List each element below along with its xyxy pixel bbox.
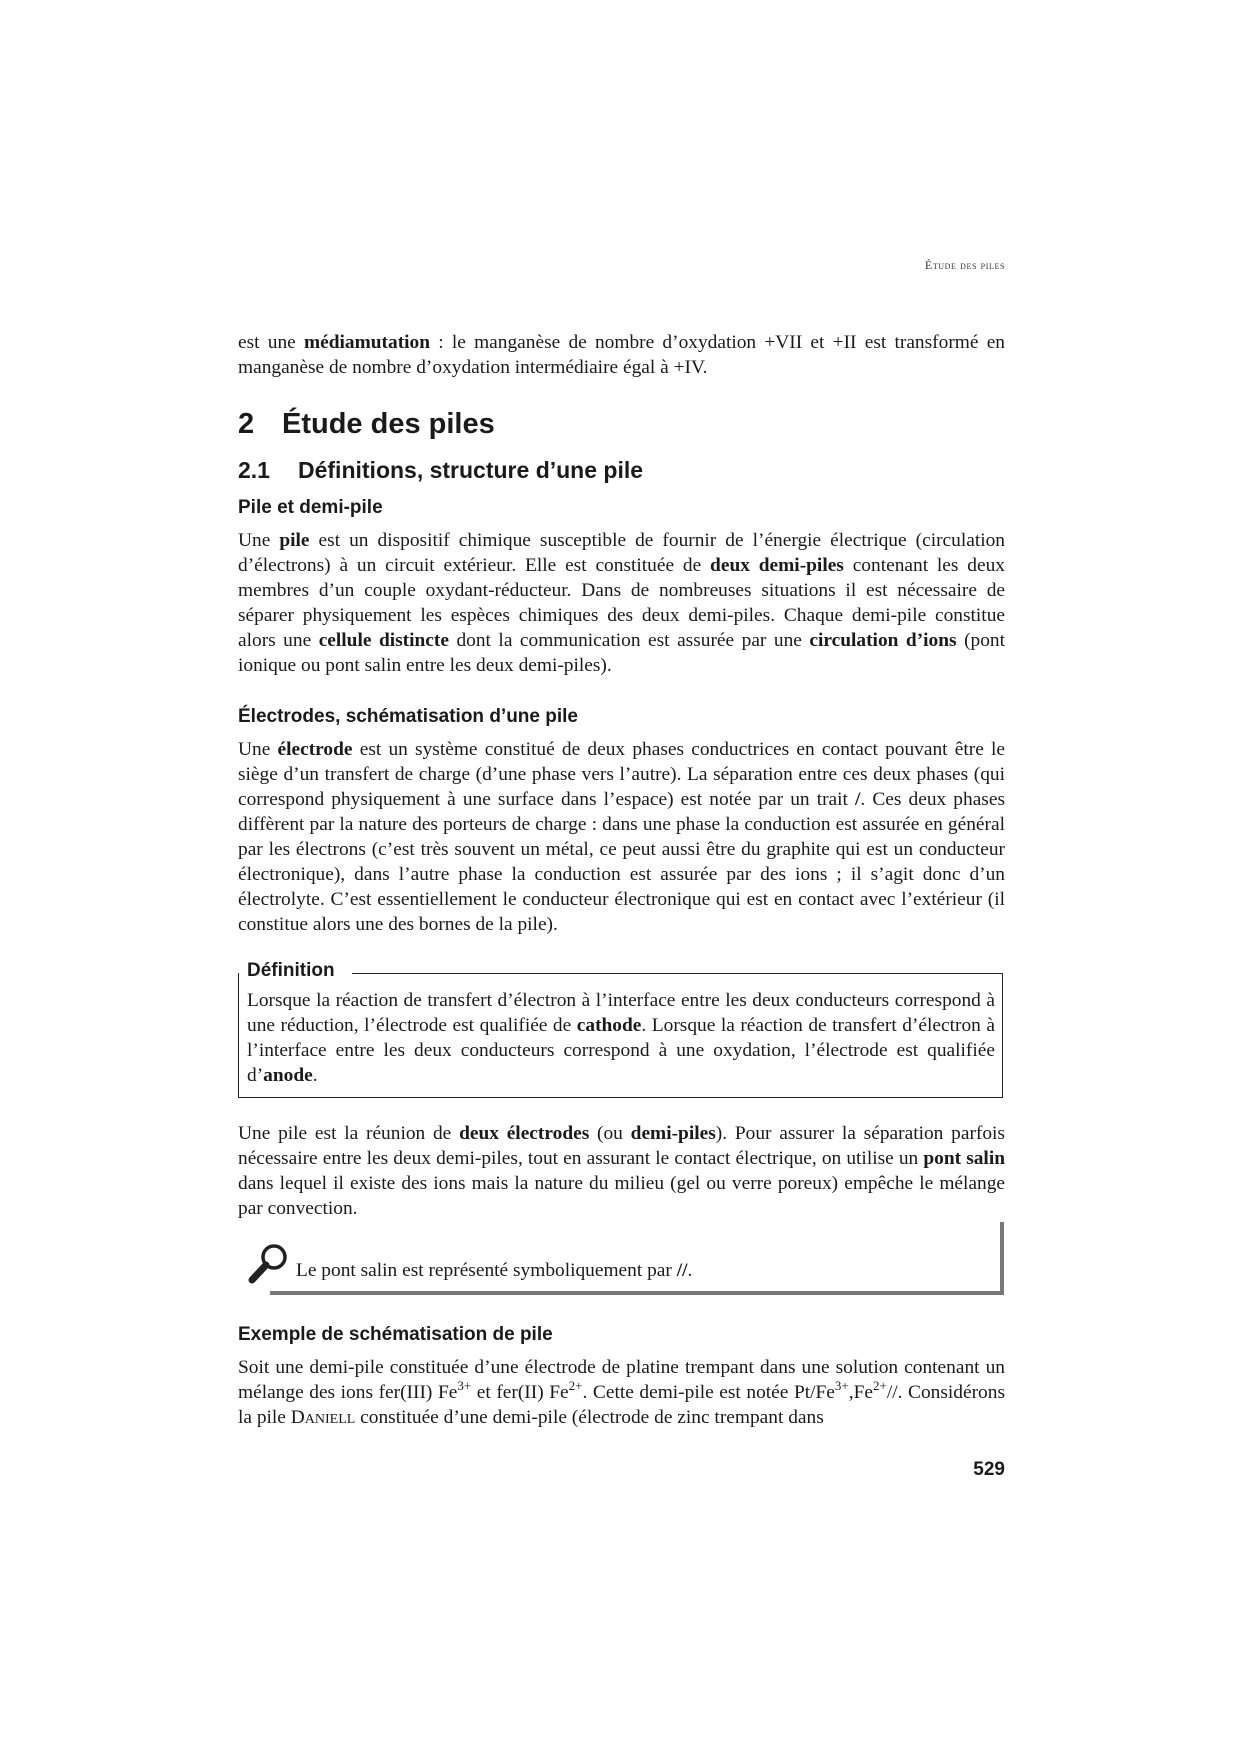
exemple-text-3: . Cette demi-pile est notée Pt/Fe	[582, 1382, 835, 1403]
exemple-text-1: Soit une demi-pile constituée d’une électrode de platine trempant dans une solution contenant un mélange des ions fer(III) Fe	[238, 1357, 1005, 1403]
pile-bold-3: cellule distincte	[318, 630, 449, 651]
intro-paragraph	[238, 330, 1005, 380]
intro-text-1: est une	[238, 332, 304, 353]
pile-text-1: Une	[238, 530, 280, 551]
section-title: Étude des piles	[282, 408, 495, 440]
note-text	[296, 1258, 692, 1283]
electrodes-text-2: est un système constitué de deux phases conductrices en contact pouvant être le siège d’un transfert de charge (d’une phase vers l’autre). La séparation entre ces deux phases (qui correspond physiquement à une surface dans l’espace) est notée par un trait	[238, 739, 1005, 810]
pile2-bold-2: demi-piles	[630, 1123, 716, 1144]
note-text-1: Le pont salin est représenté symboliquement par	[296, 1260, 677, 1281]
pile-bold-2: deux demi-piles	[710, 555, 844, 576]
definition-label: Définition	[247, 960, 335, 981]
definition-text-1: Lorsque la réaction de transfert d’électron à l’interface entre les deux conducteurs correspond à une réduction, l’électrode est qualifiée de	[247, 990, 995, 1036]
pile2-text-1: Une pile est la réunion de	[238, 1123, 460, 1144]
definition-box-top-rule	[352, 973, 1003, 974]
electrodes-text-3: . Ces deux phases diffèrent par la nature des porteurs de charge : dans une phase la conduction est assurée en général par les électrons (c’est très souvent un métal, ce peut aussi être du graphite qui est un conducteur électronique), dans l’autre phase la conduction est assurée par des ions ; il s’agit donc d’un électrolyte. C’est essentiellement le conducteur électronique qui est en contact avec l’extérieur (il constitue alors une des bornes de la pile).	[238, 789, 1005, 935]
pile2-bold-1: deux électrodes	[459, 1123, 590, 1144]
pile-text-4: dont la communication est assurée par une	[448, 630, 810, 651]
pile-heading: Pile et demi-pile	[238, 497, 383, 518]
pile-text-5: (pont ionique ou pont salin entre les deux demi-piles).	[238, 630, 1006, 676]
exemple-text-6: constituée d’une demi-pile (électrode de zinc trempant dans	[355, 1407, 824, 1428]
exemple-text-2: et fer(II) Fe	[471, 1382, 569, 1403]
exemple-sup-4: 2+	[873, 1377, 887, 1393]
running-header-text: Étude des piles	[924, 258, 1005, 272]
pile-text-3: contenant les deux membres d’un couple oxydant-réducteur. Dans de nombreuses situations il est nécessaire de séparer physiquement les espèces chimiques des deux demi-piles. Chaque demi-pile constitue alors une	[238, 555, 1005, 651]
definition-bold-1: cathode	[576, 1015, 642, 1036]
electrodes-paragraph	[238, 737, 1005, 937]
subsection-number: 2.1	[238, 457, 270, 483]
pile-bold-4: circulation d’ions	[809, 630, 957, 651]
electrodes-heading: Électrodes, schématisation d’une pile	[238, 706, 578, 727]
magnifier-icon	[245, 1241, 291, 1287]
definition-bold-2: anode	[263, 1065, 313, 1086]
exemple-sup-3: 3+	[834, 1377, 849, 1393]
pile-bold-1: pile	[279, 530, 310, 551]
electrodes-bold-2: /	[855, 789, 861, 810]
subsection-title: Définitions, structure d’une pile	[298, 457, 644, 483]
pile2-text-2: (ou	[589, 1123, 631, 1144]
subsection-heading	[238, 457, 643, 484]
section-heading	[238, 408, 495, 441]
definition-text	[247, 988, 995, 1088]
pile2-text-3: ). Pour assurer la séparation parfois nécessaire entre les deux demi-piles, tout en assurant le contact électrique, on utilise un	[238, 1123, 1005, 1169]
pile2-text-4: dans lequel il existe des ions mais la nature du milieu (gel ou verre poreux) empêche le mélange par convection.	[238, 1173, 1005, 1219]
exemple-sup-2: 2+	[568, 1377, 583, 1393]
note-bold-1: //	[676, 1260, 688, 1281]
note-box-right-border	[1000, 1222, 1004, 1295]
electrodes-text-1: Une	[238, 739, 278, 760]
section-number: 2	[238, 408, 255, 440]
electrodes-bold-1: électrode	[277, 739, 353, 760]
pile2-bold-3: pont salin	[923, 1148, 1005, 1169]
exemple-text-4: ,Fe	[848, 1382, 873, 1403]
definition-text-3: .	[312, 1065, 318, 1086]
intro-text-2: : le manganèse de nombre d’oxydation +VII et +II est transformé en manganèse de nombre d’oxydation intermédiaire égal à +IV.	[238, 332, 1005, 378]
pile-text-2: est un dispositif chimique susceptible de fournir de l’énergie électrique (circulation d’électrons) à un circuit extérieur. Elle est constituée de	[238, 530, 1006, 576]
page-number: 529	[973, 1459, 1005, 1480]
pile-paragraph	[238, 528, 1005, 678]
definition-text-2: . Lorsque la réaction de transfert d’électron à l’interface entre les deux conducteurs correspond à une oxydation, l’électrode est qualifiée d’	[247, 1015, 995, 1086]
exemple-smallcaps-name: Daniell	[290, 1407, 356, 1428]
exemple-paragraph	[238, 1355, 1005, 1430]
intro-bold-term: médiamutation	[303, 332, 431, 353]
note-box-bottom-border	[270, 1291, 1004, 1295]
running-header	[238, 258, 1005, 273]
note-text-2: .	[687, 1260, 693, 1281]
pile-reunion-paragraph	[238, 1121, 1005, 1221]
exemple-sup-1: 3+	[457, 1377, 472, 1393]
exemple-text-5: //. Considérons la pile	[238, 1382, 1005, 1428]
exemple-heading: Exemple de schématisation de pile	[238, 1324, 553, 1345]
